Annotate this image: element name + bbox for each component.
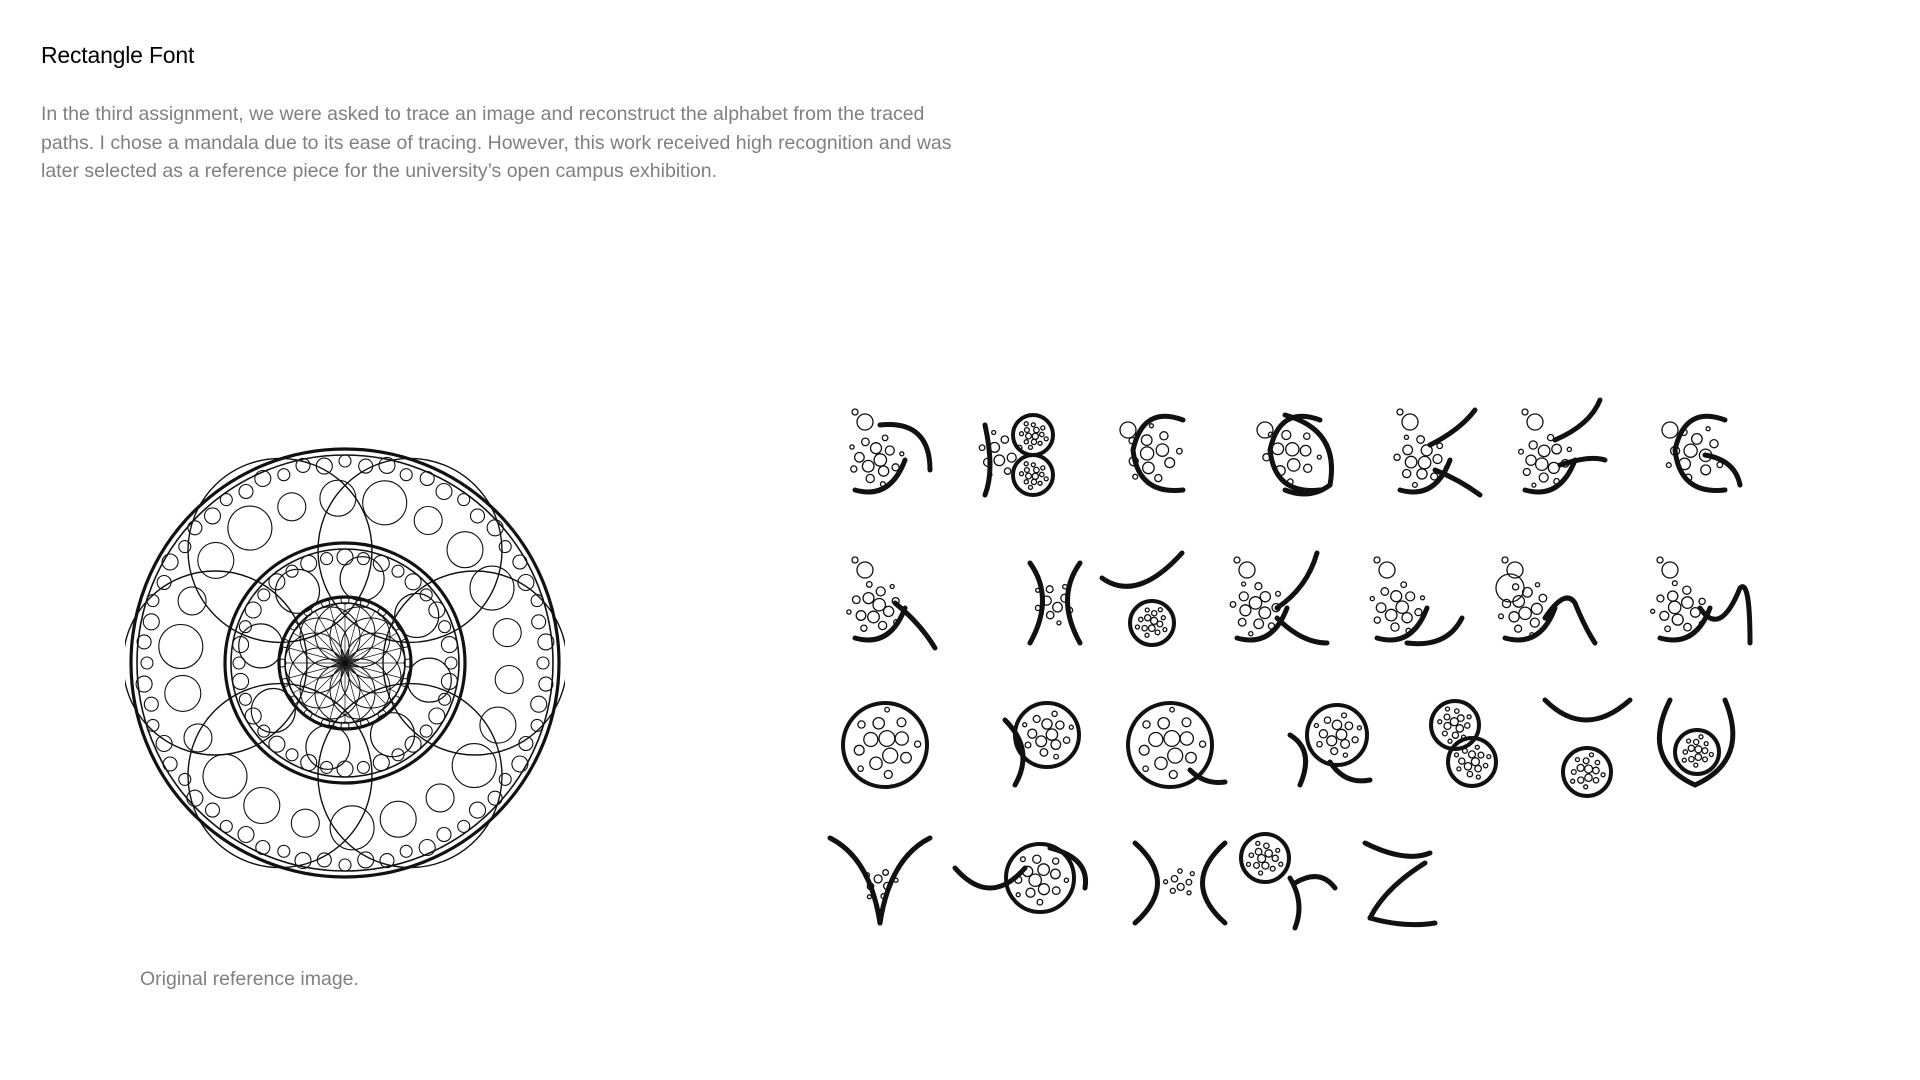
glyph-p	[985, 690, 1095, 800]
glyph-t	[1535, 690, 1645, 800]
intro-paragraph: In the third assignment, we were asked to trace an image and reconstruct the alphabet from the traced paths. I chose a mandala due to its ease of tracing. However, this work received high recognition and was later selected as a reference piece for the university’s open campus exhibition.	[41, 103, 952, 182]
glyph-q	[1120, 690, 1230, 800]
glyph-i	[1000, 548, 1110, 658]
page-title: Rectangle Font	[41, 42, 195, 68]
glyph-m	[1485, 548, 1595, 658]
glyph-r	[1275, 690, 1385, 800]
glyph-y	[1235, 828, 1345, 938]
glyph-v	[825, 828, 935, 938]
glyph-k	[1217, 548, 1327, 658]
glyph-l	[1357, 548, 1467, 658]
glyph-z	[1345, 828, 1455, 938]
glyph-f	[1505, 400, 1615, 510]
glyph-a	[835, 400, 945, 510]
mandala-reference-image	[125, 443, 565, 883]
glyph-n	[1640, 548, 1750, 658]
glyph-c	[1103, 400, 1213, 510]
glyph-x	[1125, 828, 1235, 938]
alphabet-specimen	[835, 400, 1795, 940]
glyph-g	[1645, 400, 1755, 510]
glyph-h	[835, 548, 945, 658]
glyph-s	[1410, 690, 1520, 800]
glyph-e	[1380, 400, 1490, 510]
glyph-b	[965, 400, 1075, 510]
glyph-d	[1240, 400, 1350, 510]
glyph-w	[950, 828, 1060, 938]
reference-caption: Original reference image.	[140, 968, 359, 990]
glyph-o	[835, 690, 945, 800]
glyph-j	[1097, 548, 1207, 658]
glyph-u	[1645, 690, 1755, 800]
